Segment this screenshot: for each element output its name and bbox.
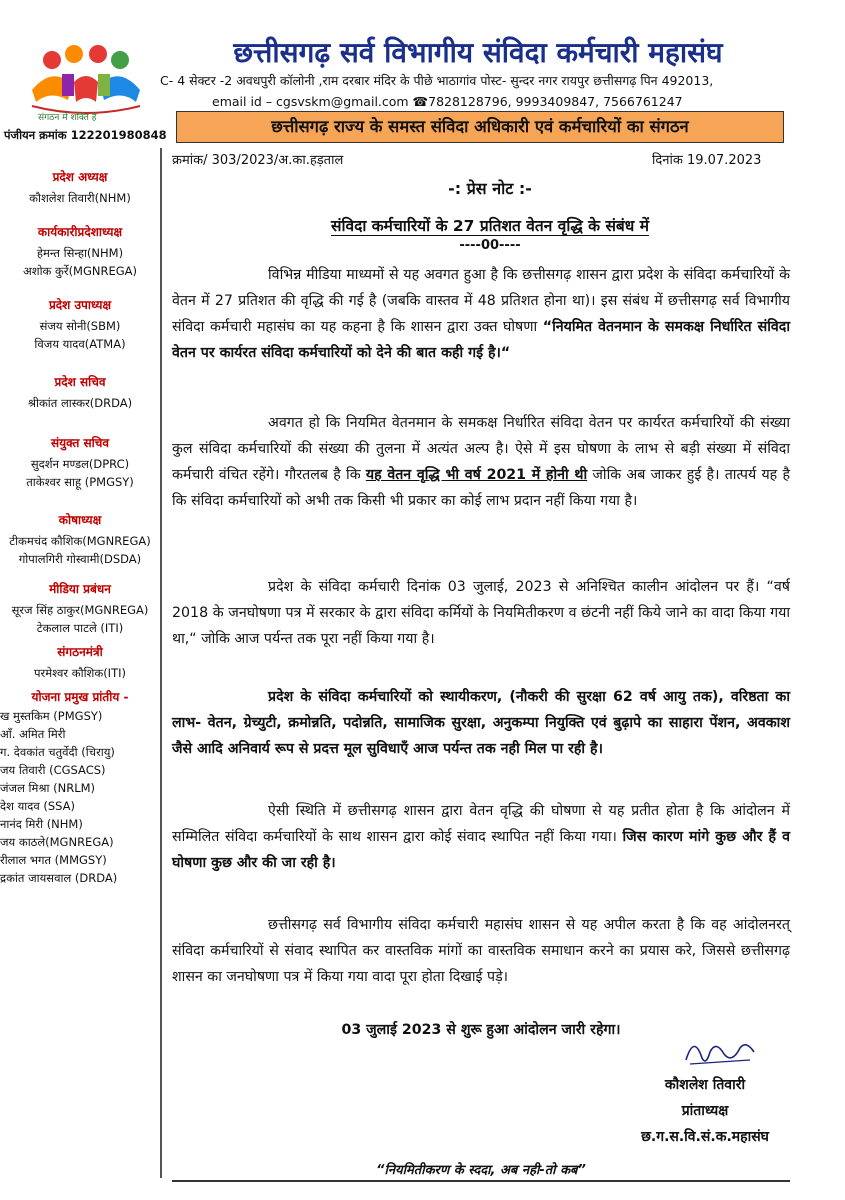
paragraph-6: छत्तीसगढ़ सर्व विभागीय संविदा कर्मचारी महासंघ शासन से यह अपील करता है कि वह आंदोलनरत् संविदा कर्मचारियों से संवाद स्थापित कर वास्तविक मांगों का वास्तविक समाधान करने का प्रयास करे, जिससे छत्तीसगढ़ शासन का जनघोषणा पत्र में किया गया वादा पूरा होता दिखाई पड़े।	[172, 917, 790, 985]
organization-tagline: छत्तीसगढ़ राज्य के समस्त संविदा अधिकारी एवं कर्मचारियों का संगठन	[176, 111, 784, 143]
sidebar-member: सुदर्शन मण्डल(DPRC)	[30, 457, 130, 471]
sidebar-title: कार्यकारीप्रदेशाध्यक्ष	[37, 225, 123, 239]
sidebar-member: गोपालगिरी गोस्वामी(DSDA)	[18, 552, 142, 566]
sidebar-group	[0, 434, 160, 491]
sidebar-member: सूरज सिंह ठाकुर(MGNREGA)	[11, 603, 149, 617]
sidebar-member: टेकलाल पाटले (ITI)	[36, 621, 124, 635]
footer-divider	[172, 1180, 790, 1182]
press-note-heading: -: प्रेस नोट :-	[448, 179, 532, 198]
reference-number: क्रमांक/ 303/2023/अ.का.हड़ताल	[172, 153, 344, 168]
sidebar-member: नानंद मिरी (NHM)	[0, 817, 83, 831]
subject-text: संविदा कर्मचारियों के 27 प्रतिशत वेतन वृद्धि के संबंध में	[331, 217, 649, 235]
sidebar-member: ग. देवकांत चतुर्वेदी (चिरायु)	[0, 745, 115, 759]
organization-address: C- 4 सेक्टर -2 अवधपुरी कॉलोनी ,राम दरबार मंदिर के पीछे भाठागांव पोस्ट- सुन्दर नगर रायपुर छत्तीसगढ़ पिन 492013,	[160, 73, 714, 88]
paragraph-emphasis: यह वेतन वृद्धि भी वर्ष 2021 में होनी थी	[365, 467, 588, 483]
closing-statement: 03 जुलाई 2023 से शुरू हुआ आंदोलन जारी रहेगा।	[341, 1022, 621, 1038]
paragraph-text: ऐसी स्थिति में छत्तीसगढ़ शासन द्वारा वेतन वृद्धि की घोषणा से यह प्रतीत होता है कि आंदोलन में सम्मिलित संविदा कर्मचारियों के साथ शासन द्वारा कोई संवाद स्थापित नहीं किया गया।	[172, 803, 790, 845]
sidebar-member: देश यादव (SSA)	[0, 799, 76, 813]
paragraph-emphasis: “नियमित वेतनमान के समकक्ष निर्धारित संविदा वेतन पर कार्यरत संविदा कर्मचारियों को देने की बात कही गई है।“	[172, 319, 791, 361]
sidebar-group	[0, 168, 160, 207]
paragraph-text: जोकि अब जाकर हुई है। तात्पर्य यह है कि संविदा कर्मचारियों को अभी तक किसी भी प्रकार का कोई लाभ प्रदान नहीं किया गया है।	[172, 467, 790, 509]
paragraph-3: प्रदेश के संविदा कर्मचारी दिनांक 03 जुलाई, 2023 से अनिश्चित कालीन आंदोलन पर हैं। “वर्ष 2018 के जनघोषणा पत्र में सरकार के द्वारा संविदा कर्मियों के नियमितीकरण व छंटनी नहीं किये जाने का वादा किया गया था,“ जोकि आज पर्यन्त तक पूरा नहीं किया गया है।	[172, 579, 790, 647]
paragraph-4: प्रदेश के संविदा कर्मचारियों को स्थायीकरण, (नौकरी की सुरक्षा 62 वर्ष आयु तक), वरिष्ठता का लाभ- वेतन, ग्रेच्युटी, क्रमोन्नति, पदोन्नति, सामाजिक सुरक्षा, अनुकम्पा नियुक्ति एवं बुढ़ापे का साहारा पेंशन, अवकाश जैसे आदि अनिवार्य रूप से प्रदत्त मूल सुविधाएँ आज पर्यन्त तक नही मिल पा रही है।	[172, 689, 790, 757]
sidebar-group	[0, 296, 160, 353]
sidebar-member: जंजल मिश्रा (NRLM)	[0, 781, 96, 795]
signatory-title: प्रांताध्यक्ष	[681, 1103, 729, 1119]
footer-slogan: “नियमितीकरण के स्ददा, अब नही-तो कब”	[376, 1163, 586, 1178]
sidebar-member: ख मुस्तकिम (PMGSY)	[0, 709, 103, 723]
sidebar-member: द्रकांत जायसवाल (DRDA)	[0, 871, 118, 885]
sidebar-member: हेमन्त सिन्हा(NHM)	[36, 246, 124, 260]
sidebar-member: रीलाल भगत (MMGSY)	[0, 853, 107, 867]
signatory-name: कौशलेश तिवारी	[664, 1077, 746, 1093]
sidebar-group	[0, 223, 160, 280]
sidebar-member: अशोक कुर्रे(MGNREGA)	[22, 264, 138, 278]
letter-date: दिनांक 19.07.2023	[652, 153, 762, 168]
handwritten-signature	[680, 1030, 760, 1070]
sidebar-divider	[160, 148, 162, 1178]
sidebar-member: ऑं. अमित मिरी	[0, 727, 66, 741]
sidebar-member: कौशलेश तिवारी(NHM)	[29, 191, 131, 205]
sidebar-group	[0, 643, 160, 682]
registration-number: पंजीयन क्रमांक 122201980848	[4, 128, 167, 142]
signatory-block	[620, 1072, 790, 1150]
sidebar-member: जय काठले(MGNREGA)	[0, 835, 114, 849]
paragraph-text: अवगत हो कि नियमित वेतनमान के समकक्ष निर्धारित संविदा वेतन पर कार्यरत कर्मचारियों की संख्या कुल संविदा कर्मचारियों की संख्या की तुलना में अत्यंत अल्प है। ऐसे में इस घोषणा के लाभ से बड़ी संख्या में संविदा कर्मचारी वंचित रहेंगे। गौरतलब है कि	[172, 415, 790, 483]
sidebar-title: कोषाध्यक्ष	[58, 513, 102, 527]
paragraph-2	[172, 410, 790, 514]
sidebar-group	[0, 511, 160, 568]
sidebar-title: प्रदेश अध्यक्ष	[52, 170, 108, 184]
sidebar-member: विजय यादव(ATMA)	[34, 337, 126, 351]
sidebar-title: प्रदेश उपाध्यक्ष	[48, 298, 112, 312]
subject-separator: ----00----	[459, 238, 521, 253]
sidebar-group	[0, 373, 160, 412]
logo-text: संगठन में शक्ति है	[38, 113, 97, 123]
paragraph-5	[172, 798, 790, 876]
sidebar-title: संयुक्त सचिव	[50, 436, 110, 450]
sidebar-title: मीडिया प्रबंधन	[49, 582, 111, 596]
paragraph-text: विभिन्न मीडिया माध्यमों से यह अवगत हुआ है कि छत्तीसगढ़ शासन द्वारा प्रदेश के संविदा कर्मचारियों के वेतन में 27 प्रतिशत की वृद्धि की गई है (जबकि वास्तव में 48 प्रतिशत होना था)। इस संबंध में छत्तीसगढ़ सर्व विभागीय संविदा कर्मचारी महासंघ का यह कहना है कि शासन द्वारा उक्त घोषणा	[172, 267, 790, 335]
organization-logo	[12, 40, 160, 132]
organization-name: छत्तीसगढ़ सर्व विभागीय संविदा कर्मचारी महासंघ	[233, 36, 723, 69]
sidebar-member: श्रीकांत लास्कर(DRDA)	[27, 396, 133, 410]
sidebar-member: ताकेश्वर साहू (PMGSY)	[26, 475, 134, 489]
sidebar-member: जय तिवारी (CGSACS)	[0, 763, 106, 777]
sidebar-group	[0, 688, 160, 887]
sidebar-member: संजय सोनी(SBM)	[39, 319, 121, 333]
office-bearers-sidebar	[0, 158, 160, 887]
sidebar-title: प्रदेश सचिव	[54, 375, 106, 389]
sidebar-member: टीकमचंद कौशिक(MGNREGA)	[9, 534, 151, 548]
paragraph-1	[172, 262, 790, 366]
sidebar-title: योजना प्रमुख प्रांतीय -	[31, 690, 129, 704]
sidebar-member: परमेश्वर कौशिक(ITI)	[34, 666, 126, 680]
sidebar-title: संगठनमंत्री	[57, 645, 103, 659]
sidebar-group	[0, 580, 160, 637]
signatory-organization: छ.ग.स.वि.सं.क.महासंघ	[641, 1129, 769, 1145]
subject-line	[170, 214, 810, 236]
paragraph-emphasis: जिस कारण मांगे कुछ और हैं व घोषणा कुछ और की जा रही है।	[172, 829, 790, 871]
organization-contact: email id – cgsvskm@gmail.com ☎7828128796, 9993409847, 7566761247	[212, 94, 683, 109]
